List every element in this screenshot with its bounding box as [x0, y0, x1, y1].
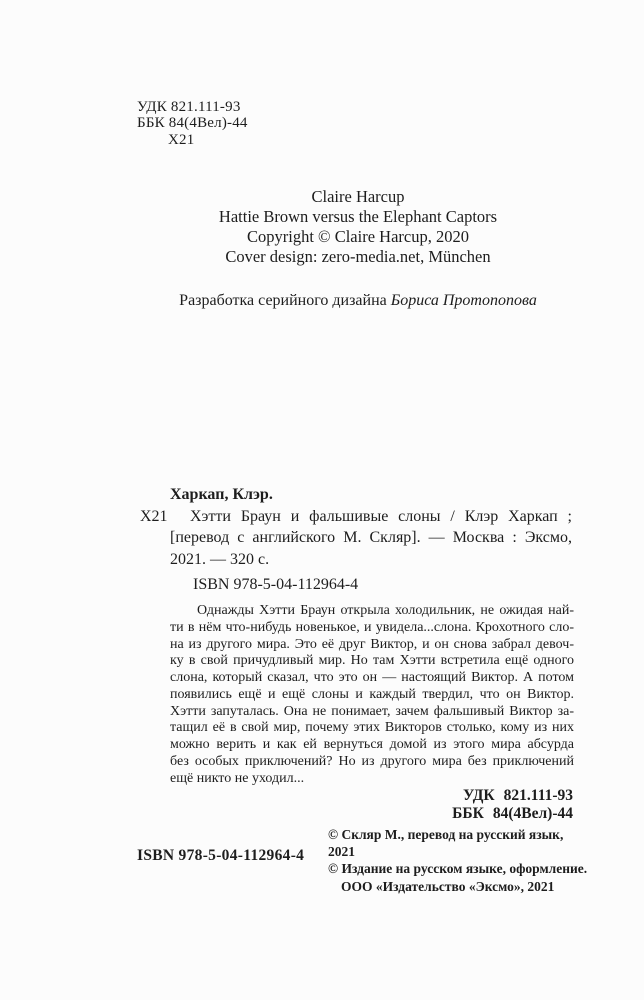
udk-value: 821.111-93 — [503, 787, 573, 804]
series-design-prefix: Разработка серийного дизайна — [179, 292, 391, 309]
annotation-line: без особых приключений? Но из другого мира без приключений — [170, 753, 574, 769]
annotation-line: на из другого мира. Это её друг Виктор, и он снова забрал девоч- — [170, 636, 574, 652]
bbk-label: ББК — [452, 804, 484, 822]
bbk-code-bottom — [133, 805, 573, 823]
cover-design-credit: Cover design: zero-media.net, München — [225, 247, 491, 266]
udk-code: УДК 821.111-93 — [137, 99, 241, 115]
annotation-line: появились ещё и ещё слоны и каждый твердил, что он Виктор. — [170, 686, 574, 702]
annotation-line: ещё никто не уходил... — [170, 770, 305, 786]
copyright-block — [328, 826, 588, 895]
annotation-line: ти в нём что-нибудь новенькое, и увидела...слона. Крохотного сло- — [170, 619, 574, 635]
annotation-line: Однажды Хэтти Браун открыла холодильник, не ожидая най- — [197, 603, 574, 618]
original-edition-block — [133, 187, 583, 267]
catalog-author-heading: Харкап, Клэр. — [170, 486, 273, 503]
edition-copyright: © Издание на русском языке, оформление. — [328, 861, 588, 877]
series-designer-name: Бориса Протопопова — [390, 292, 537, 309]
catalog-author-sign: Х21 — [140, 507, 168, 525]
bottom-classification-codes — [133, 787, 573, 822]
catalog-entry-text-1: Хэтти Браун и фальшивые слоны / Клэр Харкап ; — [190, 507, 572, 525]
translation-copyright: © Скляр М., перевод на русский язык, 2021 — [328, 827, 564, 860]
bbk-code: ББК 84(4Вел)-44 — [137, 115, 248, 132]
catalog-entry-line-3: 2021. — 320 с. — [170, 550, 270, 568]
author-sign-code: Х21 — [168, 131, 195, 148]
original-title: Hattie Brown versus the Elephant Captors — [218, 207, 498, 226]
annotation-line: можно верить и как ей вернуться домой из этого мира абсурда — [170, 737, 574, 752]
original-author: Claire Harcup — [311, 187, 405, 206]
top-classification-codes — [137, 99, 248, 148]
series-design-credit — [133, 292, 583, 310]
annotation-line: Хэтти запуталась. Она не понимает, зачем фальшивый Виктор за- — [170, 703, 574, 719]
isbn-bottom: ISBN 978-5-04-112964-4 — [137, 847, 305, 864]
bbk-value: 84(4Вел)-44 — [492, 804, 573, 822]
catalog-entry-line-1 — [140, 506, 572, 528]
udk-label: УДК — [462, 787, 495, 804]
annotation — [170, 603, 574, 787]
original-copyright: Copyright © Claire Harcup, 2020 — [247, 227, 469, 246]
annotation-line: ку в свой причудливый мир. Но там Хэтти встретила ещё одного — [170, 653, 574, 669]
udk-code-bottom — [133, 787, 573, 805]
catalog-isbn: ISBN 978-5-04-112964-4 — [193, 576, 359, 594]
publisher-line: ООО «Издательство «Эксмо», 2021 — [341, 878, 555, 894]
annotation-line: тащил её в свой мир, почему этих Викторов столько, кому из них — [170, 720, 574, 736]
annotation-line: слона, который сказал, что это он — настоящий Виктор. А потом — [170, 670, 574, 685]
catalog-card — [140, 484, 572, 596]
catalog-entry-line-2: [перевод с английского М. Скляр]. — Москва : Эксмо, — [170, 529, 572, 547]
